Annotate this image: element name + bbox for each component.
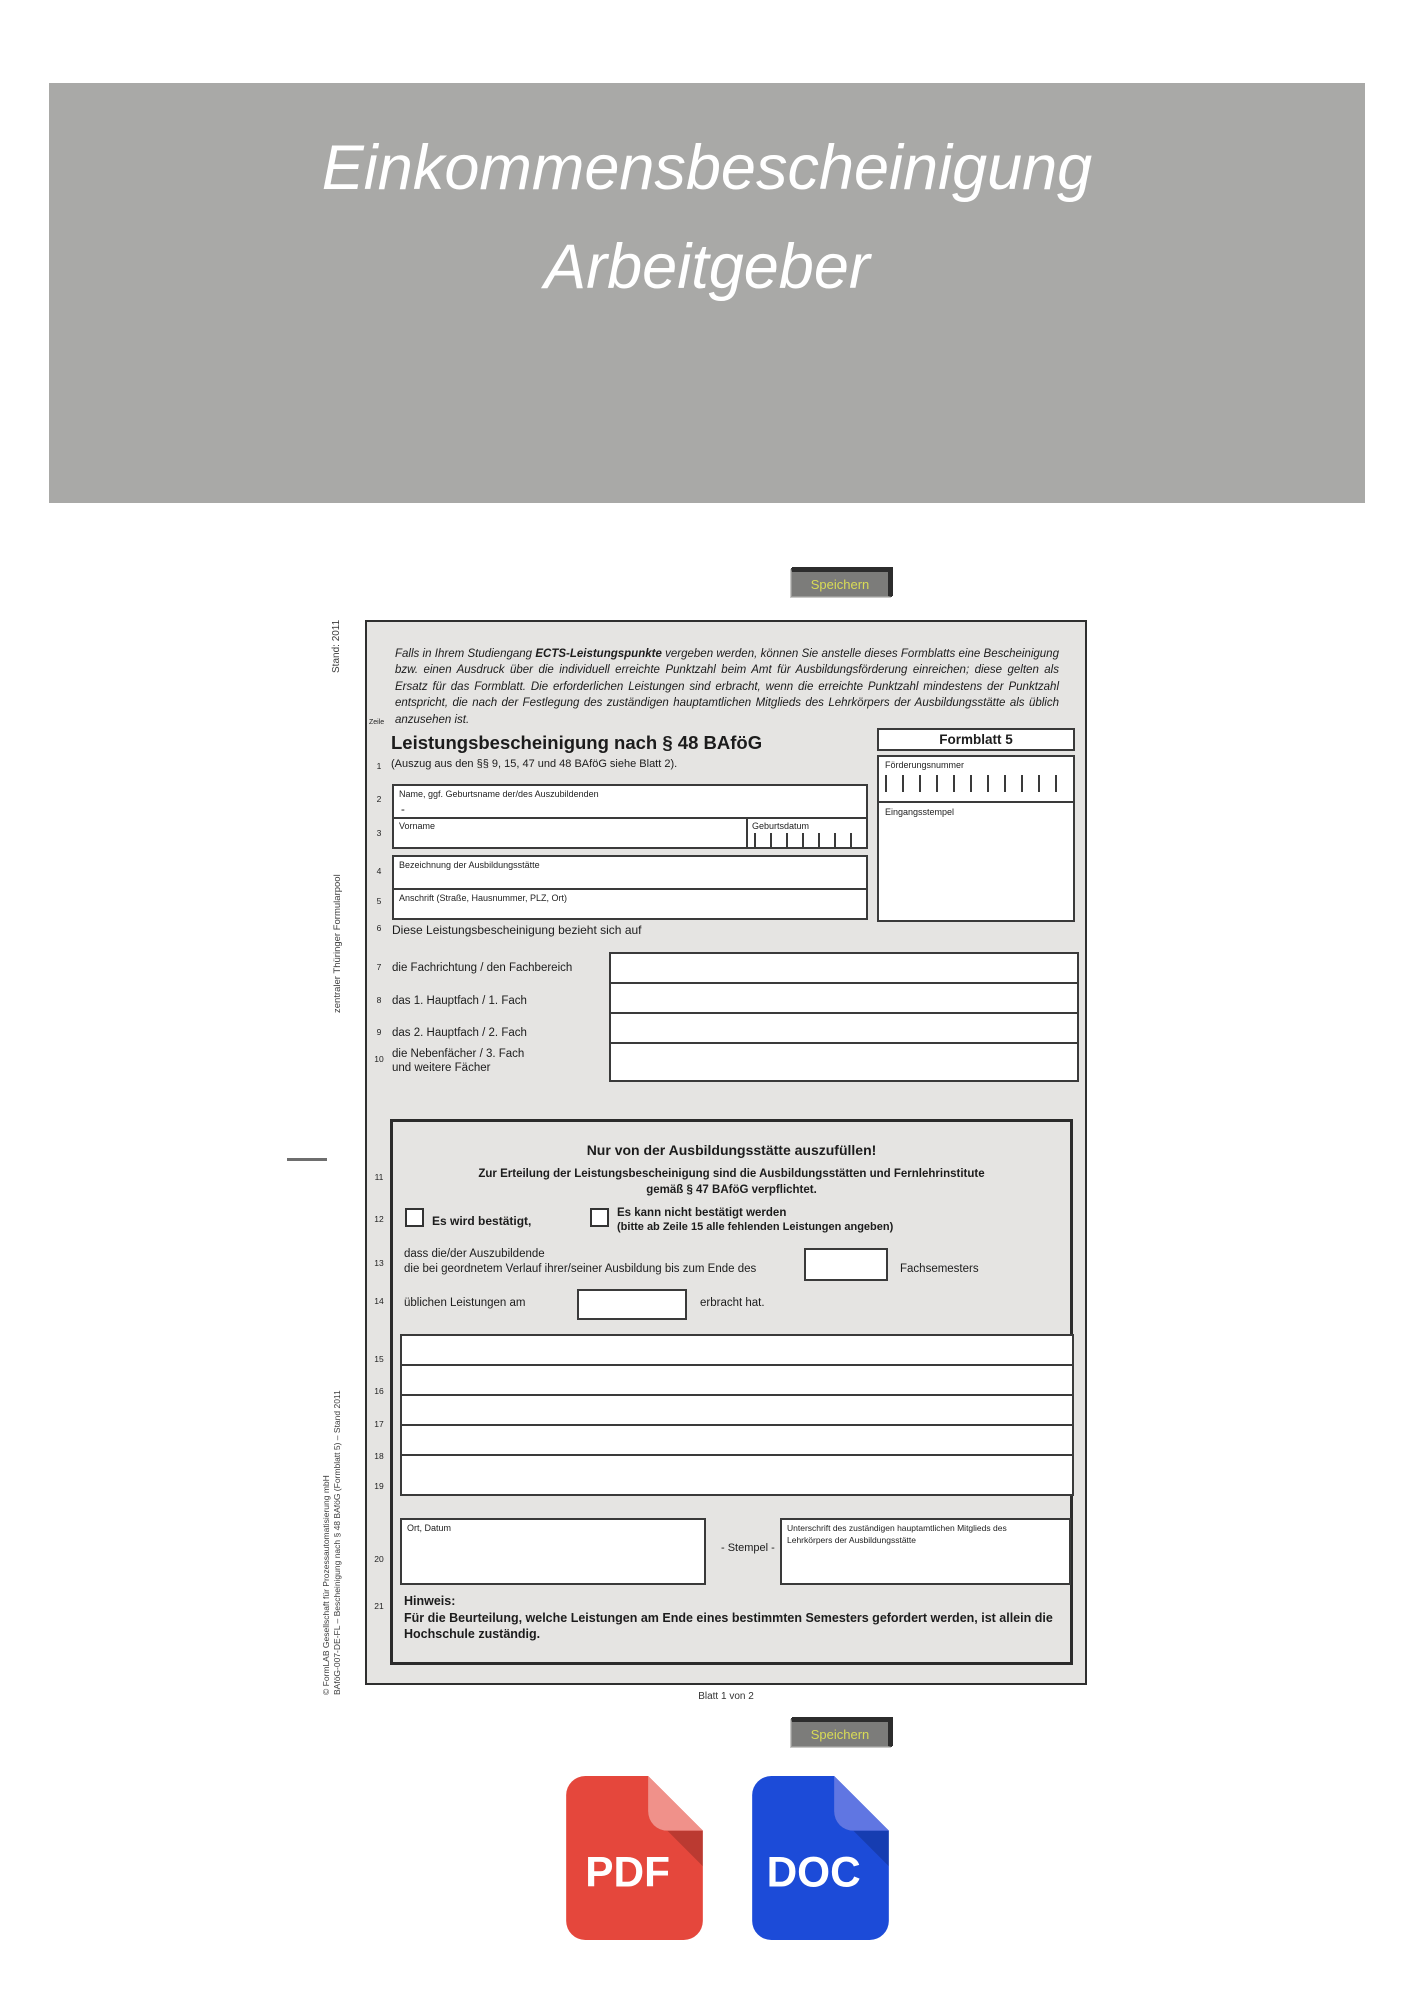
fold-mark xyxy=(287,1158,327,1161)
line-number: 18 xyxy=(374,1451,384,1461)
line-number: 9 xyxy=(376,1027,382,1037)
ort-datum-box[interactable] xyxy=(400,1518,706,1585)
divider xyxy=(394,888,866,890)
obligation-line1: Zur Erteilung der Leistungsbescheinigung sind die Ausbildungsstätten und Fernlehrinstitute xyxy=(478,1168,985,1180)
confirmed-label: Es wird bestätigt, xyxy=(432,1214,532,1228)
not-confirmed-label-line2: (bitte ab Zeile 15 alle fehlenden Leistungen angeben) xyxy=(617,1221,894,1233)
geburtsdatum-label: Geburtsdatum xyxy=(752,821,810,831)
fachsemester-input[interactable] xyxy=(804,1248,888,1281)
not-confirmed-label-line1: Es kann nicht bestätigt werden xyxy=(617,1207,787,1219)
margin-note-stand: Stand: 2011 xyxy=(331,619,342,673)
achievement-line18-input[interactable] xyxy=(402,1426,1072,1456)
stamp-box xyxy=(877,755,1075,922)
page-title xyxy=(49,83,1365,317)
line-number: 6 xyxy=(376,923,382,933)
hinweis-title: Hinweis: xyxy=(404,1594,456,1608)
line-number: 10 xyxy=(374,1054,384,1064)
line-number: 15 xyxy=(374,1354,384,1364)
line-number: 8 xyxy=(376,995,382,1005)
margin-note-publisher-line2: BAföG-007-DE-FL – Bescheinigung nach § 48 BAföG (Formblatt 5) – Stand 2011 xyxy=(332,1390,342,1695)
leistungsdatum-input[interactable] xyxy=(577,1289,687,1320)
obligation-line2: gemäß § 47 BAföG verpflichtet. xyxy=(646,1184,817,1196)
intro-post: vergeben werden, können Sie anstelle dieses Formblatts eine Bescheinigung bzw. einen Ausdruck über die individuell erreichte Punktzahl beim Amt für Ausbildungsförderung einreichen; diese gelten als Ersatz für das Formblatt. Die erforderlichen Leistungen sind erbracht, wenn die erreichte Punktzahl mindestens der Punktzahl entspricht, die nach der Festlegung des zuständigen hauptamtlichen Mitglieds des Lehrkörpers der Ausbildungsstätte als üblich anzusehen ist. xyxy=(395,648,1059,726)
line-number: 20 xyxy=(374,1554,384,1564)
line13-text2: die bei geordnetem Verlauf ihrer/seiner Ausbildung bis zum Ende des xyxy=(404,1263,757,1275)
hauptfach2-label: das 2. Hauptfach / 2. Fach xyxy=(392,1027,527,1039)
line-number: 13 xyxy=(374,1258,384,1268)
line-number: 2 xyxy=(376,794,382,804)
line-number: 19 xyxy=(374,1481,384,1491)
intro-bold: ECTS-Leistungspunkte xyxy=(535,648,662,660)
ausbildungsstaette-label: Bezeichnung der Ausbildungsstätte xyxy=(399,860,540,870)
hauptfach1-label: das 1. Hauptfach / 1. Fach xyxy=(392,995,527,1007)
line-number: 16 xyxy=(374,1386,384,1396)
line-number: 5 xyxy=(376,896,382,906)
unterschrift-label-line1: Unterschrift des zuständigen hauptamtlichen Mitglieds des xyxy=(787,1523,1007,1533)
name-group-box xyxy=(392,784,868,849)
zeile-label: Zeile xyxy=(369,719,385,726)
line-number: 17 xyxy=(374,1419,384,1429)
unterschrift-box[interactable] xyxy=(780,1518,1071,1585)
header-banner xyxy=(49,83,1365,503)
hauptfach1-input[interactable] xyxy=(611,984,1077,1014)
pdf-icon-label: PDF xyxy=(585,1848,671,1896)
doc-icon-label: DOC xyxy=(766,1848,861,1896)
page-title-line1: Einkommensbescheinigung xyxy=(321,133,1093,203)
formblatt-badge: Formblatt 5 xyxy=(877,728,1075,751)
unterschrift-label-line2: Lehrkörpers der Ausbildungsstätte xyxy=(787,1535,916,1545)
subject-input-stack xyxy=(609,952,1079,1082)
save-button-bottom[interactable]: Speichern xyxy=(791,1718,892,1747)
pdf-icon[interactable] xyxy=(566,1776,703,1945)
sheet-caption: Blatt 1 von 2 xyxy=(698,1691,754,1702)
intro-paragraph xyxy=(395,646,1059,728)
line-number: 12 xyxy=(374,1214,384,1224)
divider xyxy=(394,817,866,819)
nebenfach-input[interactable] xyxy=(611,1044,1077,1074)
divider xyxy=(879,801,1073,803)
section-title: Nur von der Ausbildungsstätte auszufüllen! xyxy=(586,1142,877,1158)
fachsemester-label: Fachsemesters xyxy=(900,1263,979,1275)
hinweis-text: Für die Beurteilung, welche Leistungen am Ende eines bestimmten Semesters gefordert werden, ist allein die Hochschule zuständig. xyxy=(404,1611,1053,1641)
hauptfach2-input[interactable] xyxy=(611,1014,1077,1044)
name-label: Name, ggf. Geburtsname der/des Auszubildenden xyxy=(399,789,599,799)
margin-note-publisher xyxy=(321,1390,343,1695)
line-number: 7 xyxy=(376,962,382,972)
nebenfach-label-line2: und weitere Fächer xyxy=(392,1062,491,1074)
school-group-box xyxy=(392,855,868,920)
anschrift-label: Anschrift (Straße, Hausnummer, PLZ, Ort) xyxy=(399,893,568,903)
line13-text1: dass die/der Auszubildende xyxy=(404,1248,545,1260)
line-number: 4 xyxy=(376,866,382,876)
margin-note-publisher-line1: © FormLAB Gesellschaft für Prozessautomatisierung mbH xyxy=(321,1475,331,1695)
form-document xyxy=(365,620,1087,1685)
foerderungsnummer-comb-field[interactable] xyxy=(885,775,1071,792)
not-confirmed-checkbox[interactable] xyxy=(590,1208,609,1227)
missing-achievements-stack xyxy=(400,1334,1074,1496)
bezug-text: Diese Leistungsbescheinigung bezieht sich auf xyxy=(392,923,642,937)
line-number: 1 xyxy=(376,761,382,771)
line14-prefix: üblichen Leistungen am xyxy=(404,1297,526,1309)
vorname-label: Vorname xyxy=(399,821,436,831)
eingangsstempel-label: Eingangsstempel xyxy=(885,807,955,817)
margin-note-formularpool: zentraler Thüringer Formularpool xyxy=(332,874,343,1013)
ort-datum-label: Ort, Datum xyxy=(407,1523,452,1533)
form-subtitle: (Auszug aus den §§ 9, 15, 47 und 48 BAföG siehe Blatt 2). xyxy=(391,758,678,770)
name-value[interactable]: - xyxy=(401,804,405,816)
form-title: Leistungsbescheinigung nach § 48 BAföG xyxy=(391,732,763,753)
line-number: 3 xyxy=(376,828,382,838)
doc-icon[interactable] xyxy=(752,1776,889,1945)
divider xyxy=(746,817,748,847)
achievement-line19-input[interactable] xyxy=(402,1456,1072,1486)
pdf-icon-flap xyxy=(648,1776,703,1831)
achievement-line15-input[interactable] xyxy=(402,1336,1072,1366)
save-button-top[interactable]: Speichern xyxy=(791,568,892,597)
line-number: 11 xyxy=(374,1172,384,1182)
foerderungsnummer-label: Förderungsnummer xyxy=(885,760,965,770)
fachrichtung-label: die Fachrichtung / den Fachbereich xyxy=(392,962,573,974)
page-title-line2: Arbeitgeber xyxy=(544,232,870,302)
confirmed-checkbox[interactable] xyxy=(405,1208,424,1227)
school-only-section xyxy=(390,1119,1073,1665)
nebenfach-label-line1: die Nebenfächer / 3. Fach xyxy=(392,1048,525,1060)
line-number: 21 xyxy=(374,1601,384,1611)
fachrichtung-input[interactable] xyxy=(611,954,1077,984)
line-number: 14 xyxy=(374,1296,384,1306)
geburtsdatum-comb-field[interactable] xyxy=(754,833,866,847)
stempel-label: - Stempel - xyxy=(721,1542,775,1554)
intro-pre: Falls in Ihrem Studiengang xyxy=(395,648,533,660)
achievement-line17-input[interactable] xyxy=(402,1396,1072,1426)
line14-suffix: erbracht hat. xyxy=(700,1297,765,1309)
achievement-line16-input[interactable] xyxy=(402,1366,1072,1396)
doc-icon-flap xyxy=(834,1776,889,1831)
